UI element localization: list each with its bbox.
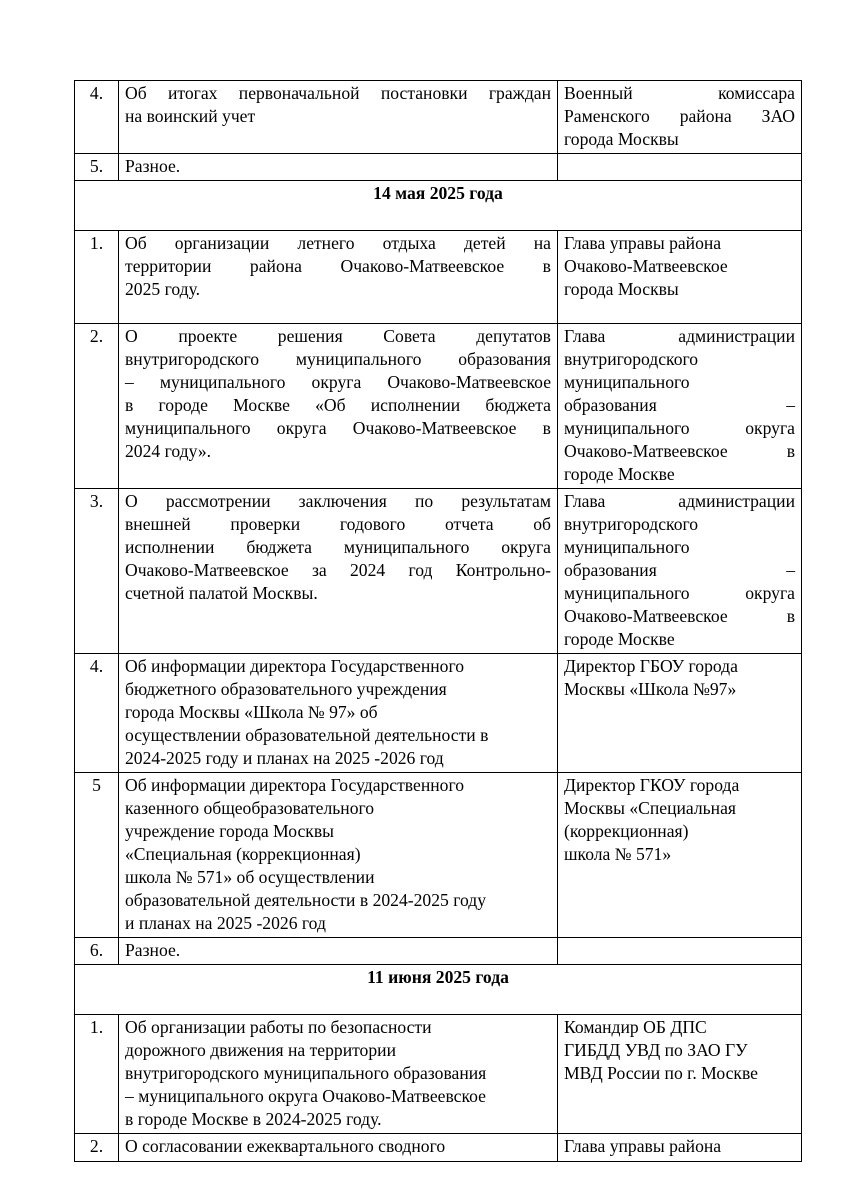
text-line: городе Москве <box>564 629 675 649</box>
agenda-topic <box>119 81 558 154</box>
text-line: школа № 571» <box>564 844 672 864</box>
text-line: Глава администрации <box>564 326 795 346</box>
text-line: Директор ГБОУ города <box>564 656 738 676</box>
responsible-person <box>558 654 802 773</box>
text-line: Об организации работы по безопасности <box>125 1017 432 1037</box>
item-number: 2. <box>75 1134 119 1162</box>
text-line: территории района Очаково-Матвеевское в <box>125 256 551 276</box>
text-line: Глава управы района <box>564 1136 722 1156</box>
agenda-topic <box>119 231 558 324</box>
agenda-topic <box>119 938 558 965</box>
text-line: Глава управы района <box>564 233 722 253</box>
item-number: 1. <box>75 1015 119 1134</box>
text-line: образования – <box>564 395 795 415</box>
text-line: учреждение города Москвы <box>125 821 334 841</box>
table-row <box>75 654 802 773</box>
text-line: Очаково-Матвеевское за 2024 год Контрольно- <box>125 560 551 580</box>
text-line: внешней проверки годового отчета об <box>125 514 551 534</box>
table-row <box>75 1134 802 1162</box>
text-line: – муниципального округа Очаково-Матвеевское <box>125 1086 486 1106</box>
text-line: Разное. <box>125 156 181 176</box>
text-line: МВД России по г. Москве <box>564 1063 758 1083</box>
table-row <box>75 1015 802 1134</box>
section-heading-row <box>75 965 802 1015</box>
section-date-heading: 11 июня 2025 года <box>75 965 802 1015</box>
text-line: Глава администрации <box>564 491 795 511</box>
text-line: – муниципального округа Очаково-Матвеевское <box>125 372 551 392</box>
text-line: города Москвы <box>564 279 679 299</box>
text-line: внутригородского <box>564 514 699 534</box>
text-line: Москвы «Школа №97» <box>564 679 737 699</box>
table-row <box>75 154 802 181</box>
item-number: 6. <box>75 938 119 965</box>
text-line: О рассмотрении заключения по результатам <box>125 491 551 511</box>
text-line: «Специальная (коррекционная) <box>125 844 361 864</box>
text-line: Очаково-Матвеевское <box>564 256 728 276</box>
text-line: муниципального округа <box>564 418 795 438</box>
responsible-person <box>558 1015 802 1134</box>
item-number: 1. <box>75 231 119 324</box>
agenda-topic <box>119 489 558 654</box>
table-row <box>75 773 802 938</box>
table-row <box>75 81 802 154</box>
item-number: 3. <box>75 489 119 654</box>
section-date-heading: 14 мая 2025 года <box>75 181 802 231</box>
text-line: дорожного движения на территории <box>125 1040 396 1060</box>
text-line: образовательной деятельности в 2024-2025 году <box>125 890 487 910</box>
text-line: 2025 году. <box>125 279 201 299</box>
text-line: Военный комиссара <box>564 83 795 103</box>
text-line: осуществлении образовательной деятельности в <box>125 725 489 745</box>
responsible-person <box>558 489 802 654</box>
text-line: Об информации директора Государственного <box>125 656 465 676</box>
text-line: Москвы «Специальная <box>564 798 736 818</box>
text-line: О согласовании ежеквартального сводного <box>125 1136 446 1156</box>
agenda-topic <box>119 654 558 773</box>
table-row <box>75 489 802 654</box>
responsible-person <box>558 324 802 489</box>
item-number: 4. <box>75 81 119 154</box>
text-line: в городе Москве «Об исполнении бюджета <box>125 395 551 415</box>
responsible-person <box>558 773 802 938</box>
text-line: муниципального округа Очаково-Матвеевское в <box>125 418 551 438</box>
text-line: 2024-2025 году и планах на 2025 -2026 год <box>125 748 444 768</box>
text-line: на воинский учет <box>125 106 256 126</box>
text-line: в городе Москве в 2024-2025 году. <box>125 1109 382 1129</box>
item-number: 4. <box>75 654 119 773</box>
text-line: (коррекционная) <box>564 821 689 841</box>
text-line: Об итогах первоначальной постановки граждан <box>125 83 551 103</box>
table-row <box>75 231 802 324</box>
text-line: казенного общеобразовательного <box>125 798 375 818</box>
text-line: внутригородского муниципального образования <box>125 349 551 369</box>
item-number: 5. <box>75 154 119 181</box>
text-line: внутригородского муниципального образования <box>125 1063 487 1083</box>
responsible-person <box>558 1134 802 1162</box>
text-line: муниципального <box>564 372 690 392</box>
agenda-topic <box>119 773 558 938</box>
table-row <box>75 938 802 965</box>
text-line: Очаково-Матвеевское в <box>564 606 795 626</box>
item-number: 2. <box>75 324 119 489</box>
text-line: муниципального округа <box>564 583 795 603</box>
text-line: 2024 году». <box>125 441 212 461</box>
text-line: образования – <box>564 560 795 580</box>
responsible-person <box>558 81 802 154</box>
agenda-table <box>74 80 802 1162</box>
text-line: Командир ОБ ДПС <box>564 1017 707 1037</box>
item-number: 5 <box>75 773 119 938</box>
text-line: счетной палатой Москвы. <box>125 583 318 603</box>
text-line: Очаково-Матвеевское в <box>564 441 795 461</box>
table-row <box>75 324 802 489</box>
text-line: Об организации летнего отдыха детей на <box>125 233 551 253</box>
agenda-topic <box>119 154 558 181</box>
text-line: бюджетного образовательного учреждения <box>125 679 447 699</box>
text-line: городе Москве <box>564 464 675 484</box>
section-heading-row <box>75 181 802 231</box>
text-line: и планах на 2025 -2026 год <box>125 913 326 933</box>
text-line: Раменского района ЗАО <box>564 106 795 126</box>
text-line: исполнении бюджета муниципального округа <box>125 537 551 557</box>
text-line: муниципального <box>564 537 690 557</box>
responsible-person <box>558 231 802 324</box>
text-line: города Москвы <box>564 129 679 149</box>
text-line: О проекте решения Совета депутатов <box>125 326 551 346</box>
text-line: ГИБДД УВД по ЗАО ГУ <box>564 1040 748 1060</box>
text-line: Об информации директора Государственного <box>125 775 465 795</box>
agenda-topic <box>119 1134 558 1162</box>
agenda-topic <box>119 324 558 489</box>
text-line: школа № 571» об осуществлении <box>125 867 375 887</box>
responsible-person <box>558 154 802 181</box>
text-line: города Москвы «Школа № 97» об <box>125 702 378 722</box>
agenda-topic <box>119 1015 558 1134</box>
responsible-person <box>558 938 802 965</box>
text-line: внутригородского <box>564 349 699 369</box>
text-line: Директор ГКОУ города <box>564 775 740 795</box>
text-line: Разное. <box>125 940 181 960</box>
